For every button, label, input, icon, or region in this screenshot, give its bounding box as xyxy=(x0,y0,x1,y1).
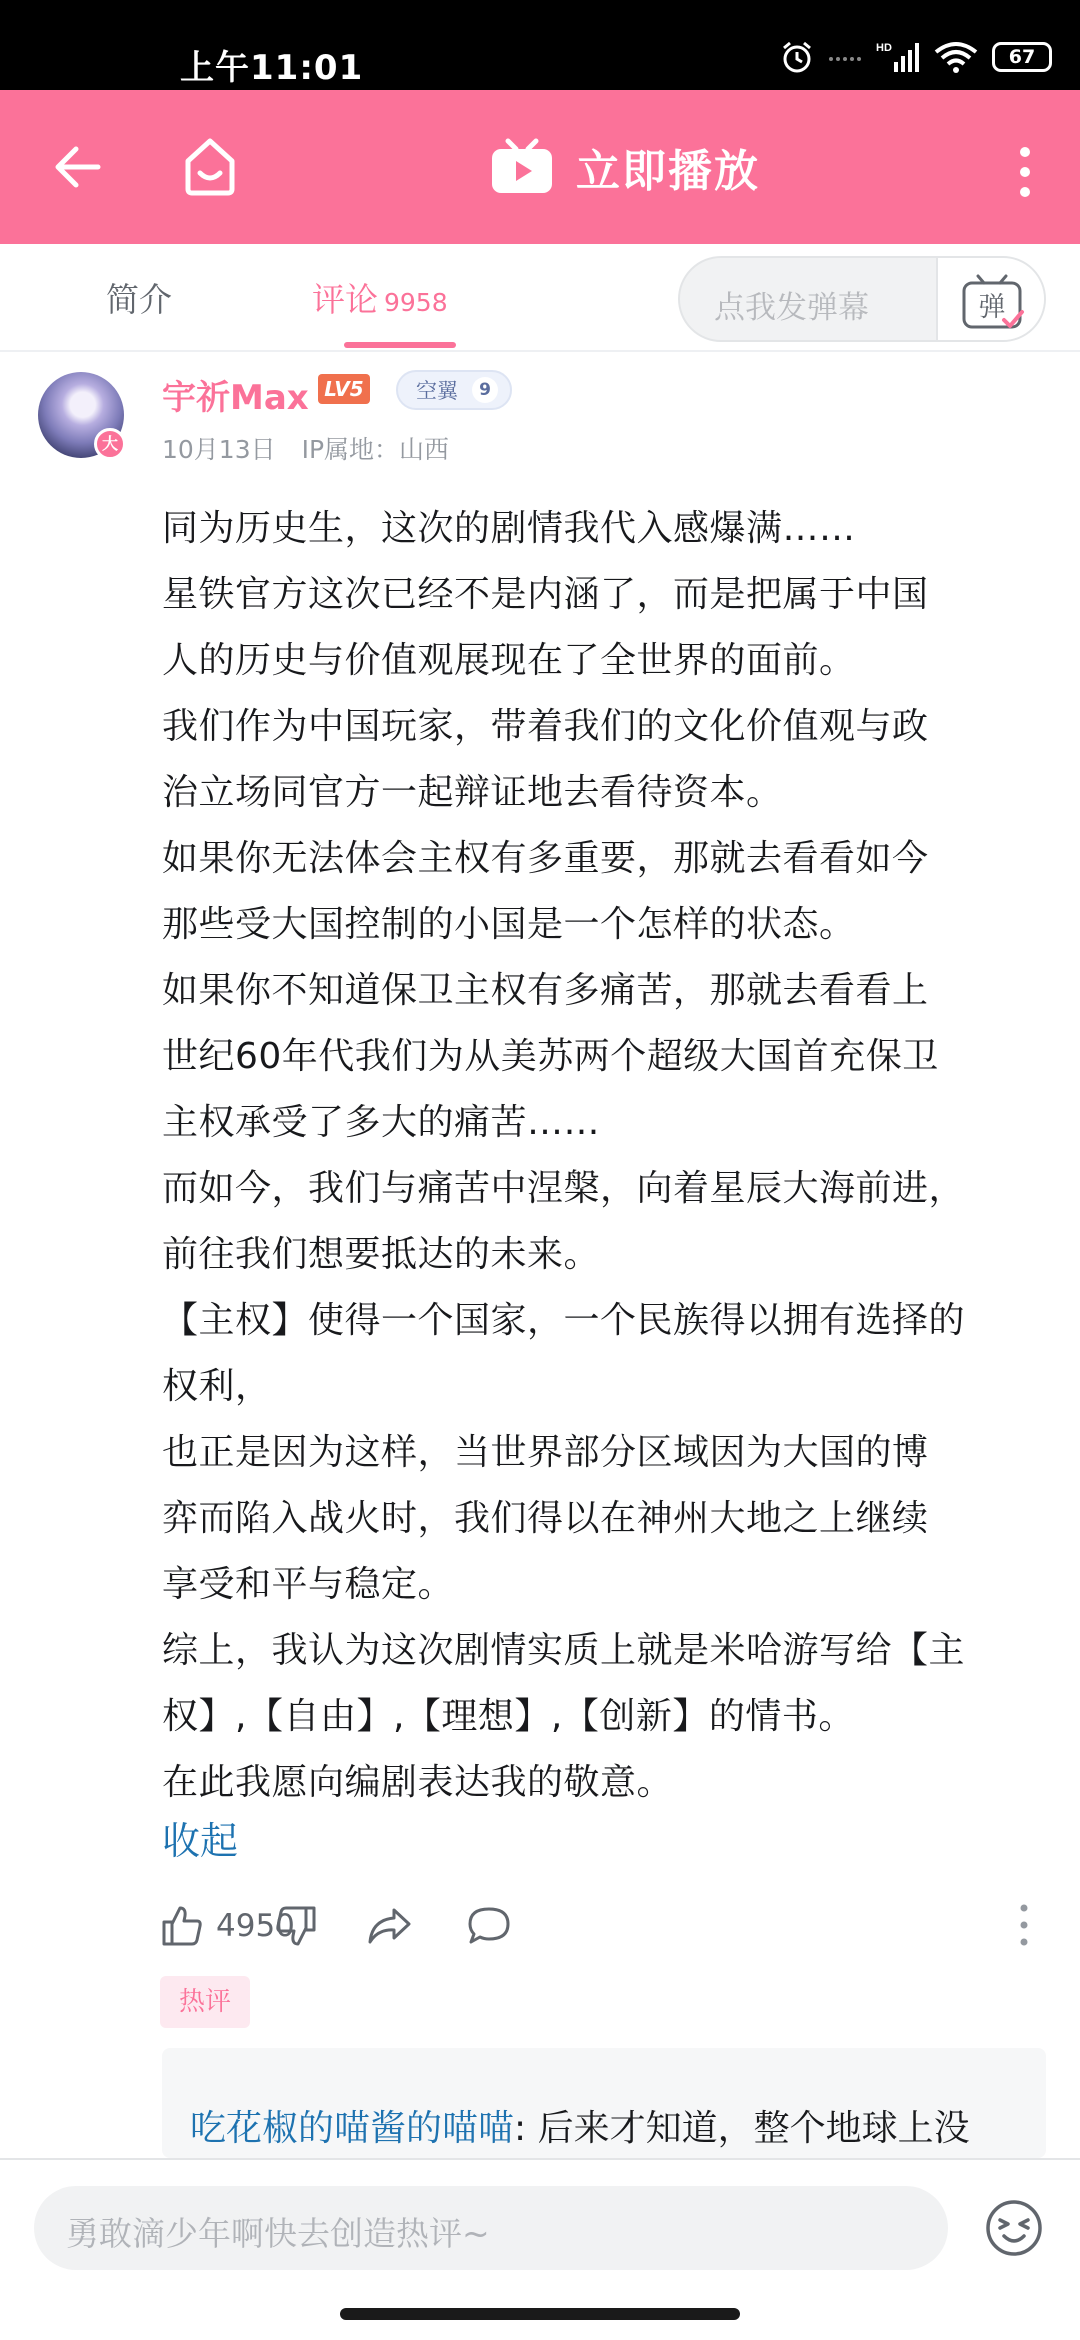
tab-bar xyxy=(0,244,1080,352)
video-top-bar xyxy=(0,90,1080,244)
thumbs-down-icon xyxy=(274,1904,318,1948)
comment-line: 如果你无法体会主权有多重要，那就去看看如今 xyxy=(162,838,929,879)
tab-comments-label: 评论 xyxy=(312,280,378,319)
comment-line: 星铁官方这次已经不是内涵了，而是把属于中国 xyxy=(162,574,929,615)
share-icon xyxy=(366,1904,412,1948)
fan-medal-badge[interactable] xyxy=(396,370,512,410)
status-icons xyxy=(780,40,1052,74)
home-icon[interactable] xyxy=(180,135,240,199)
comment-line: 前往我们想要抵达的未来。 xyxy=(162,1234,601,1275)
more-vertical-icon[interactable] xyxy=(1010,142,1040,202)
like-count: 4950 xyxy=(216,1908,295,1944)
dislike-button[interactable] xyxy=(274,1900,318,1952)
active-tab-indicator xyxy=(344,342,456,348)
hot-comment-tag: 热评 xyxy=(160,1976,250,2028)
back-arrow-icon[interactable] xyxy=(48,137,108,197)
comment-line: 综上，我认为这次剧情实质上就是米哈游写给【主 xyxy=(162,1630,966,1671)
thumbs-up-icon xyxy=(160,1904,204,1948)
comment-input[interactable] xyxy=(34,2186,948,2270)
comment-more-icon[interactable] xyxy=(1014,1900,1034,1950)
share-button[interactable] xyxy=(366,1900,412,1952)
cell-signal-icon xyxy=(876,40,920,74)
comment-bubble-icon xyxy=(466,1904,512,1948)
comment-line: 治立场同官方一起辩证地去看待资本。 xyxy=(162,772,783,813)
danmaku-icon-text: 弹 xyxy=(978,292,1006,323)
tab-comments-count: 9958 xyxy=(384,288,448,317)
danmaku-input[interactable] xyxy=(678,256,1046,342)
reply-button[interactable] xyxy=(466,1900,512,1952)
avatar-badge: 大 xyxy=(94,428,126,460)
comment-line: 世纪60年代我们为从美苏两个超级大国首充保卫 xyxy=(162,1036,939,1077)
play-now-button[interactable] xyxy=(490,132,760,202)
comment-line: 那些受大国控制的小国是一个怎样的状态。 xyxy=(162,904,856,945)
comment-text xyxy=(162,496,1042,1816)
reply-preview[interactable] xyxy=(162,2048,1046,2158)
comment-username[interactable]: 宇祈Max xyxy=(162,378,309,418)
danmaku-placeholder: 点我发弹幕 xyxy=(714,290,869,326)
danmaku-icon xyxy=(938,258,1046,342)
level-badge: LV5 xyxy=(318,374,370,404)
comment-line: 弈而陷入战火时，我们得以在神州大地之上继续 xyxy=(162,1498,929,1539)
alarm-icon xyxy=(780,40,814,74)
comment-ip-location: IP属地：山西 xyxy=(301,435,450,464)
tab-comments[interactable] xyxy=(312,274,448,321)
comment-line: 享受和平与稳定。 xyxy=(162,1564,455,1605)
comment-date: 10月13日 xyxy=(162,435,276,464)
comment-line: 也正是因为这样，当世界部分区域因为大国的博 xyxy=(162,1432,929,1473)
reply-text: : 后来才知道，整个地球上没 xyxy=(514,2108,970,2149)
signal-dots-icon xyxy=(828,52,862,62)
comment-input-placeholder: 勇敢滴少年啊快去创造热评~ xyxy=(66,2214,490,2253)
play-now-label: 立即播放 xyxy=(576,146,760,197)
tv-play-icon xyxy=(490,137,554,197)
wifi-icon xyxy=(934,40,978,74)
collapse-link[interactable]: 收起 xyxy=(162,1819,239,1863)
home-indicator[interactable] xyxy=(340,2308,740,2320)
comment-line: 我们作为中国玩家，带着我们的文化价值观与政 xyxy=(162,706,929,747)
comment-line: 同为历史生，这次的剧情我代入感爆满…… xyxy=(162,508,856,549)
battery-indicator: 67 xyxy=(992,42,1052,72)
status-bar xyxy=(0,0,1080,90)
avatar[interactable] xyxy=(38,372,124,458)
emoji-icon[interactable] xyxy=(984,2198,1044,2258)
reply-username[interactable]: 吃花椒的喵酱的喵喵 xyxy=(190,2108,515,2149)
comment-line: 人的历史与价值观展现在了全世界的面前。 xyxy=(162,640,856,681)
comment-actions xyxy=(160,1896,1040,1956)
reply-line xyxy=(190,2100,970,2151)
danmaku-toggle-button[interactable] xyxy=(936,258,1044,342)
comment-line: 如果你不知道保卫主权有多痛苦，那就去看看上 xyxy=(162,970,929,1011)
comment-line: 而如今，我们与痛苦中涅槃，向着星辰大海前进， xyxy=(162,1168,966,1209)
comment-line: 权】,【自由】,【理想】,【创新】的情书。 xyxy=(162,1696,855,1737)
comment-line: 【主权】使得一个国家，一个民族得以拥有选择的 xyxy=(162,1300,966,1341)
comment-line: 主权承受了多大的痛苦…… xyxy=(162,1102,601,1143)
tab-intro[interactable]: 简介 xyxy=(106,280,172,319)
fan-medal-level: 9 xyxy=(472,377,498,403)
status-time: 上午11:01 xyxy=(180,48,364,88)
comment-meta xyxy=(162,430,449,466)
comment-line: 在此我愿向编剧表达我的敬意。 xyxy=(162,1762,674,1803)
svg-text:HD: HD xyxy=(876,42,892,54)
fan-medal-name: 空翼 xyxy=(416,379,458,403)
comment-line: 权利， xyxy=(162,1366,272,1407)
